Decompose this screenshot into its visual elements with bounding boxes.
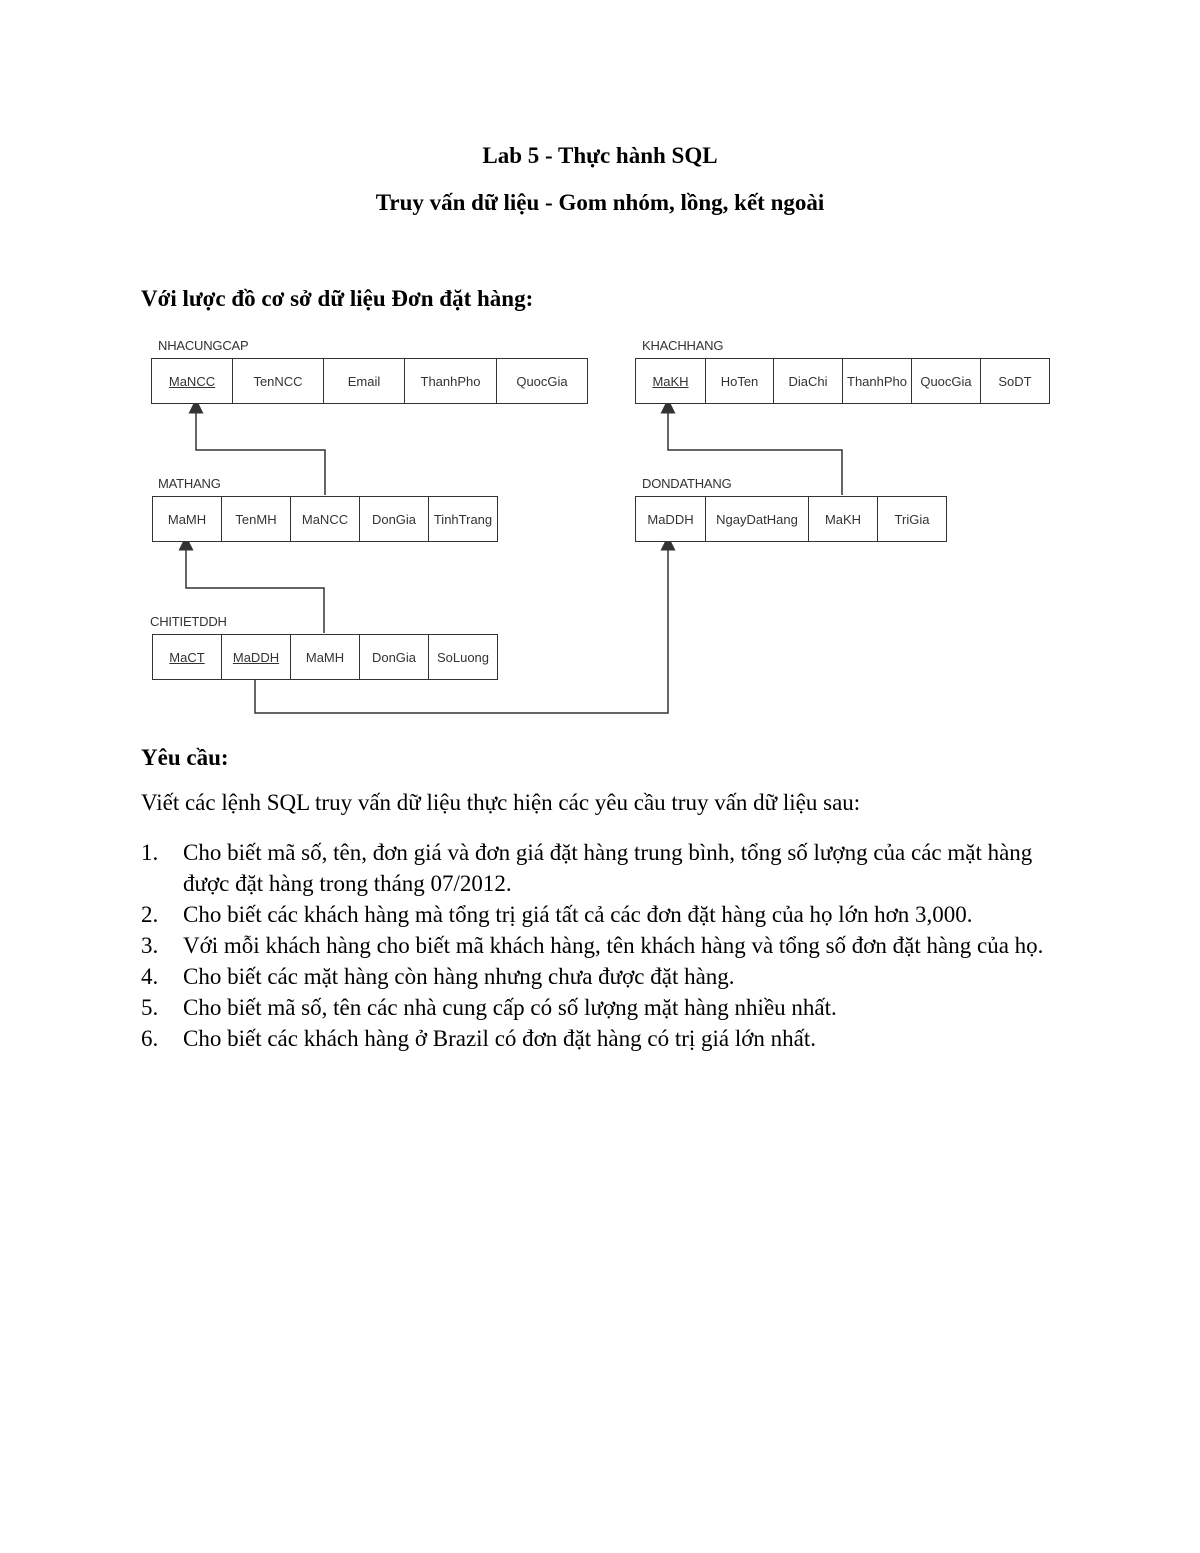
table-name-dondathang: DONDATHANG [642,476,732,491]
requirement-text: Cho biết các mặt hàng còn hàng nhưng chưa được đặt hàng. [183,964,735,989]
requirement-item [141,930,1071,961]
field-chitietddh-mamh: MaMH [290,634,360,680]
requirement-text: Với mỗi khách hàng cho biết mã khách hàng, tên khách hàng và tổng số đơn đặt hàng của họ. [183,933,1044,958]
requirement-text: Cho biết các khách hàng ở Brazil có đơn đặt hàng có trị giá lớn nhất. [183,1026,817,1051]
relation-chitiet-dondathang [255,543,668,713]
page-title: Lab 5 - Thực hành SQL [482,143,718,168]
requirements-list [141,837,1071,1054]
table-name-nhacungcap: NHACUNGCAP [158,338,249,353]
requirements-heading: Yêu cầu: [141,745,229,770]
field-chitietddh-mact: MaCT [152,634,222,680]
page-subtitle: Truy vấn dữ liệu - Gom nhóm, lồng, kết ngoài [375,190,825,215]
field-nhacungcap-mancc: MaNCC [151,358,233,404]
table-name-khachhang: KHACHHANG [642,338,724,353]
schema-intro: Với lược đồ cơ sở dữ liệu Đơn đặt hàng: [141,286,534,311]
field-mathang-mamh: MaMH [152,496,222,542]
requirement-item [141,837,1071,899]
field-mathang-dongia: DonGia [359,496,429,542]
field-mathang-tinhtrang: TinhTrang [428,496,498,542]
field-nhacungcap-tenncc: TenNCC [232,358,324,404]
table-name-chitietddh: CHITIETDDH [150,614,227,629]
field-chitietddh-soluong: SoLuong [428,634,498,680]
field-mathang-mancc: MaNCC [290,496,360,542]
requirement-number: 5. [141,995,159,1020]
field-chitietddh-maddh: MaDDH [221,634,291,680]
field-mathang-tenmh: TenMH [221,496,291,542]
field-khachhang-hoten: HoTen [705,358,774,404]
field-nhacungcap-email: Email [323,358,405,404]
field-dondathang-maddh: MaDDH [635,496,706,542]
requirement-item [141,899,1071,930]
requirement-text: Cho biết các khách hàng mà tổng trị giá tất cả các đơn đặt hàng của họ lớn hơn 3,000. [183,902,973,927]
requirement-number: 1. [141,840,159,865]
field-khachhang-thanhpho: ThanhPho [842,358,912,404]
field-dondathang-ngaydathang: NgayDatHang [705,496,809,542]
field-nhacungcap-quocgia: QuocGia [496,358,588,404]
requirement-item [141,961,1071,992]
field-nhacungcap-thanhpho: ThanhPho [404,358,497,404]
requirement-number: 4. [141,964,159,989]
requirements-intro: Viết các lệnh SQL truy vấn dữ liệu thực hiện các yêu cầu truy vấn dữ liệu sau: [141,790,861,815]
requirement-number: 2. [141,902,159,927]
field-khachhang-makh: MaKH [635,358,706,404]
field-khachhang-sodt: SoDT [980,358,1050,404]
field-khachhang-diachi: DiaChi [773,358,843,404]
field-chitietddh-dongia: DonGia [359,634,429,680]
field-dondathang-makh: MaKH [808,496,878,542]
requirement-number: 3. [141,933,159,958]
requirement-text: Cho biết mã số, tên, đơn giá và đơn giá đặt hàng trung bình, tổng số lượng của các mặt hàng được đặt hàng trong tháng 07/2012. [183,840,1033,896]
field-khachhang-quocgia: QuocGia [911,358,981,404]
requirement-text: Cho biết mã số, tên các nhà cung cấp có số lượng mặt hàng nhiều nhất. [183,995,837,1020]
table-name-mathang: MATHANG [158,476,221,491]
requirement-item [141,992,1071,1023]
field-dondathang-trigia: TriGia [877,496,947,542]
requirement-number: 6. [141,1026,159,1051]
requirement-item [141,1023,1071,1054]
